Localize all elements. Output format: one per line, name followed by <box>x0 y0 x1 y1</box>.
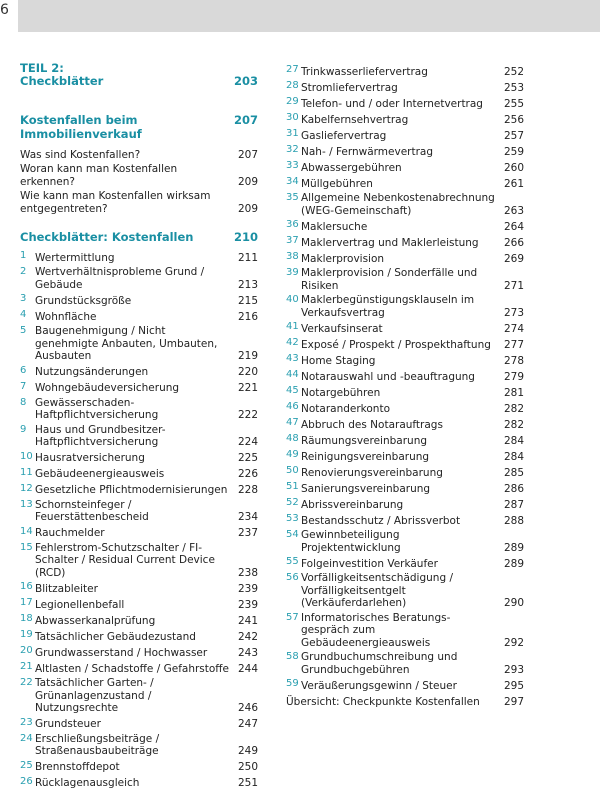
toc-entry[interactable]: Woran kann man Kostenfallen erkennen? 209 <box>20 163 258 188</box>
entry-page: 246 <box>237 702 258 714</box>
entry-page: 219 <box>237 350 258 362</box>
entry-page: 243 <box>237 646 258 659</box>
entry-page: 289 <box>503 541 524 554</box>
toc-entry[interactable] <box>286 62 524 78</box>
toc-entry[interactable] <box>20 449 258 465</box>
toc-entry[interactable] <box>20 758 258 774</box>
entry-title: Exposé / Prospekt / Prospekthaftung <box>301 338 491 351</box>
toc-entry[interactable] <box>20 579 258 595</box>
entry-number: 18 <box>20 613 33 624</box>
entry-page: 239 <box>237 598 258 611</box>
entry-page: 222 <box>237 409 258 421</box>
entry-title: Vorfälligkeitsentschädigung / Vorfälligkeitsentgelt (Verkäuferdarlehen) <box>301 572 453 609</box>
toc-entry[interactable]: Wie kann man Kostenfallen wirksam entgegentreten? 209 <box>20 190 258 215</box>
toc-entry[interactable] <box>20 731 258 758</box>
toc-entry[interactable] <box>20 715 258 731</box>
entry-number: 23 <box>20 716 33 728</box>
entry-title: Verkaufsinserat <box>301 322 383 335</box>
toc-entry[interactable] <box>286 692 524 708</box>
entry-title: Bestandsschutz / Abrissverbot <box>301 514 461 527</box>
entry-title: Gewinnbeteiligung Projektentwicklung <box>301 529 401 554</box>
entry-page: 216 <box>237 310 258 323</box>
entry-title: Brennstoffdepot <box>35 761 120 773</box>
entry-page: 278 <box>503 354 524 367</box>
entry-number: 29 <box>286 96 299 107</box>
entry-title: Notarauswahl und -beauftragung <box>301 370 475 383</box>
toc-entry[interactable] <box>286 292 524 319</box>
entry-title: Tatsächlicher Garten- / Grünanlagenzustand / Nutzungsrechte <box>35 677 154 714</box>
entry-page: 271 <box>503 279 524 292</box>
entry-title: Notaranderkonto <box>301 402 391 415</box>
entry-page: 264 <box>503 220 524 233</box>
toc-entry[interactable] <box>286 447 524 463</box>
entry-title: Gebäudeenergieausweis <box>35 468 165 480</box>
entry-page: 234 <box>237 511 258 523</box>
entry-title: Haus und Grundbesitzer-Haftpflichtversicherung <box>35 423 166 448</box>
entry-title: Blitzableiter <box>35 582 98 595</box>
entry-page: 244 <box>237 662 258 675</box>
entry-title: Gasliefervertrag <box>301 129 387 142</box>
entry-number: 25 <box>20 759 33 771</box>
entry-title: Home Staging <box>301 354 376 367</box>
entry-page: 286 <box>503 482 524 495</box>
entry-number: 58 <box>286 651 299 662</box>
entry-title: Baugenehmigung / Nicht genehmigte Anbauten, Umbauten, Ausbauten <box>35 325 218 362</box>
entry-page: 288 <box>503 514 524 527</box>
entry-number: 6 <box>20 364 27 376</box>
entry-title: Räumungsvereinbarung <box>301 434 428 447</box>
entry-page: 289 <box>503 557 524 570</box>
entry-number: 50 <box>286 465 299 476</box>
entry-number: 17 <box>20 597 33 608</box>
toc-entry[interactable] <box>286 527 524 554</box>
entry-page: 256 <box>503 113 524 126</box>
entry-title: Nah- / Fernwärmevertrag <box>301 145 434 158</box>
entry-title: Gesetzliche Pflichtmodernisierungen <box>35 484 228 496</box>
toc-entry[interactable] <box>286 570 524 610</box>
entry-number: 24 <box>20 732 33 744</box>
entry-title: Abbruch des Notarauftrags <box>301 418 443 431</box>
entry-number: 34 <box>286 176 299 187</box>
toc-entry[interactable] <box>286 142 524 158</box>
entry-number: 57 <box>286 611 299 623</box>
toc-entry[interactable] <box>20 627 258 643</box>
toc-entry[interactable] <box>20 595 258 611</box>
entry-page: 297 <box>503 695 524 708</box>
toc-entry[interactable] <box>20 540 258 580</box>
entry-number: 8 <box>20 396 27 408</box>
entry-page: 221 <box>237 382 258 394</box>
entry-page: 252 <box>503 65 524 78</box>
entry-title: Allgemeine Nebenkostenabrechnung (WEG-Gemeinschaft) <box>301 192 495 217</box>
entry-page: 213 <box>237 278 258 291</box>
entry-title: Altlasten / Schadstoffe / Gefahrstoffe <box>35 662 229 675</box>
entry-number: 27 <box>286 64 299 75</box>
entry-title: Hausratversicherung <box>35 452 145 464</box>
entry-title: Maklerprovision / Sonderfälle und Risiken <box>301 267 478 292</box>
entry-title: Grundwasserstand / Hochwasser <box>35 646 208 659</box>
toc-entry[interactable] <box>286 233 524 249</box>
part-page: 203 <box>233 74 258 88</box>
entry-page: 269 <box>503 252 524 265</box>
entry-title: Maklerprovision <box>301 252 385 265</box>
entry-number: 47 <box>286 417 299 428</box>
entry-page: 287 <box>503 498 524 511</box>
toc-entry[interactable] <box>286 78 524 94</box>
entry-page: 290 <box>503 597 524 609</box>
toc-entry[interactable] <box>286 126 524 142</box>
entry-number: 44 <box>286 369 299 380</box>
toc-entry[interactable] <box>286 249 524 265</box>
toc-entry[interactable] <box>20 291 258 307</box>
entry-number: 16 <box>20 581 33 592</box>
toc-entry[interactable] <box>286 399 524 415</box>
entry-page: 263 <box>503 204 524 217</box>
entry-number: 7 <box>20 380 27 392</box>
entry-number: 32 <box>286 144 299 155</box>
entry-title: Wertverhältnisprobleme Grund / Gebäude <box>35 266 205 291</box>
entry-title: Grundstücksgröße <box>35 294 132 307</box>
entry-page: 247 <box>237 718 258 730</box>
entry-number: 55 <box>286 556 299 567</box>
entry-title: Renovierungsvereinbarung <box>301 466 443 479</box>
entry-title: Fehlerstrom-Schutzschalter / FI-Schalter / Residual Current Device (RCD) <box>35 541 215 579</box>
toc-list-right <box>286 62 524 708</box>
part-heading[interactable] <box>20 62 258 88</box>
entry-page: 282 <box>503 418 524 431</box>
entry-number: 2 <box>20 266 27 277</box>
entry-page: 255 <box>503 97 524 110</box>
entry-number: 42 <box>286 337 299 348</box>
toc-entry[interactable] <box>20 379 258 395</box>
entry-number: 39 <box>286 267 299 278</box>
section-title: Checkblätter: Kostenfallen <box>20 230 194 244</box>
entry-page: 253 <box>503 81 524 94</box>
entry-number: 38 <box>286 251 299 262</box>
toc-entry[interactable] <box>20 307 258 323</box>
entry-number: 31 <box>286 128 299 139</box>
entry-page: 251 <box>237 777 258 789</box>
toc-entry[interactable] <box>20 497 258 524</box>
toc-entry[interactable] <box>286 351 524 367</box>
section-title: Kostenfallen beim Immobilienverkauf <box>20 113 142 141</box>
entry-page: 215 <box>237 294 258 307</box>
entry-title: Telefon- und / oder Internetvertrag <box>301 97 483 110</box>
entry-title: Notargebühren <box>301 386 381 399</box>
entry-number: 43 <box>286 353 299 364</box>
entry-title: Informatorisches Beratungs-gespräch zum Gebäudeenergieausweis <box>301 611 451 649</box>
section-heading-kostenfallen[interactable] <box>20 113 258 141</box>
toc-entry[interactable] <box>286 319 524 335</box>
toc-entry[interactable] <box>286 383 524 399</box>
entry-title: Abrissvereinbarung <box>301 498 404 511</box>
entry-number: 28 <box>286 80 299 91</box>
entry-page: 237 <box>237 527 258 539</box>
entry-title: Müllgebühren <box>301 177 373 190</box>
entry-title: Sanierungsvereinbarung <box>301 482 431 495</box>
entry-number: 35 <box>286 192 299 203</box>
toc-entry[interactable] <box>286 110 524 126</box>
entry-page: 239 <box>237 582 258 595</box>
entry-number: 53 <box>286 513 299 524</box>
entry-title: Maklerbegünstigungsklauseln im Verkaufsvertrag <box>301 294 475 319</box>
entry-page: 250 <box>237 761 258 773</box>
entry-page: 295 <box>503 679 524 692</box>
entry-number: 26 <box>20 775 33 787</box>
entry-title: Folgeinvestition Verkäufer <box>301 557 438 570</box>
entry-number: 54 <box>286 529 299 540</box>
toc-entry[interactable] <box>286 676 524 692</box>
entry-number: 59 <box>286 678 299 689</box>
toc-entry[interactable] <box>20 675 258 715</box>
toc-entry[interactable] <box>20 422 258 449</box>
entry-title: Legionellenbefall <box>35 598 125 611</box>
entry-title: Grundbuchumschreibung und Grundbuchgebühren <box>301 651 458 676</box>
toc-entry[interactable] <box>20 363 258 379</box>
entry-number: 19 <box>20 629 33 640</box>
entry-number: 5 <box>20 325 27 336</box>
entry-title: Kabelfernsehvertrag <box>301 113 409 126</box>
entry-page: 257 <box>503 129 524 142</box>
toc-entry[interactable] <box>286 610 524 650</box>
entry-title: Tatsächlicher Gebäudezustand <box>35 630 196 643</box>
entry-title: Wohnfläche <box>35 310 97 323</box>
toc-entry[interactable] <box>286 495 524 511</box>
entry-title: Abwassergebühren <box>301 161 402 174</box>
section-page: 210 <box>233 230 258 244</box>
toc-entry[interactable]: Was sind Kostenfallen? 207 <box>20 148 258 161</box>
toc-entry[interactable] <box>286 174 524 190</box>
toc-entry[interactable] <box>286 94 524 110</box>
entry-title: Reinigungsvereinbarung <box>301 450 430 463</box>
toc-entry[interactable] <box>20 659 258 675</box>
toc-entry[interactable] <box>286 158 524 174</box>
entry-number: 33 <box>286 160 299 171</box>
toc-entry[interactable] <box>20 248 258 264</box>
entry-number: 10 <box>20 450 33 462</box>
toc-entry[interactable] <box>286 511 524 527</box>
section-page: 207 <box>233 113 258 127</box>
entry-number: 12 <box>20 482 33 494</box>
entry-title: Übersicht: Checkpunkte Kostenfallen <box>286 695 480 708</box>
entry-page: 259 <box>503 145 524 158</box>
entry-number: 45 <box>286 385 299 396</box>
entry-number: 4 <box>20 309 27 320</box>
toc-entry[interactable] <box>286 415 524 431</box>
entry-number: 41 <box>286 321 299 332</box>
page-number: 6 <box>0 2 9 18</box>
entry-title: Gewässerschaden-Haftpflichtversicherung <box>35 396 159 421</box>
entry-page: 282 <box>503 402 524 415</box>
entry-page: 266 <box>503 236 524 249</box>
toc-entry[interactable] <box>286 335 524 351</box>
entry-page: 277 <box>503 338 524 351</box>
toc-entry[interactable] <box>20 611 258 627</box>
toc-entry[interactable] <box>20 395 258 422</box>
entry-title: Wertermittlung <box>35 251 115 264</box>
entry-title: Rücklagenausgleich <box>35 777 140 789</box>
entry-number: 49 <box>286 449 299 460</box>
toc-entry[interactable] <box>20 524 258 540</box>
entry-page: 274 <box>503 322 524 335</box>
entry-page: 224 <box>237 436 258 448</box>
entry-number: 30 <box>286 112 299 123</box>
entry-number: 52 <box>286 497 299 508</box>
entry-title: Stromliefervertrag <box>301 81 398 94</box>
entry-page: 211 <box>237 251 258 264</box>
entry-page: 249 <box>237 745 258 757</box>
entry-number: 21 <box>20 661 33 672</box>
entry-number: 37 <box>286 235 299 246</box>
entry-number: 48 <box>286 433 299 444</box>
section-heading-checkblaetter[interactable] <box>20 230 258 244</box>
entry-page: 220 <box>237 366 258 378</box>
entry-number: 11 <box>20 466 33 478</box>
toc-column-left <box>20 62 258 790</box>
entry-page: 261 <box>503 177 524 190</box>
toc-entry[interactable] <box>286 554 524 570</box>
toc-entry[interactable] <box>286 265 524 292</box>
toc-entry[interactable] <box>286 463 524 479</box>
section1-items <box>20 145 258 215</box>
entry-title: Wohngebäudeversicherung <box>35 382 180 394</box>
part-title: Checkblätter <box>20 74 104 88</box>
toc-entry[interactable] <box>286 190 524 217</box>
toc-list-left <box>20 248 258 790</box>
entry-number: 22 <box>20 677 33 688</box>
toc-entry[interactable] <box>286 431 524 447</box>
toc-entry[interactable] <box>20 774 258 790</box>
entry-number: 9 <box>20 423 27 435</box>
entry-title: Veräußerungsgewinn / Steuer <box>301 679 457 692</box>
entry-title: Rauchmelder <box>35 527 105 539</box>
entry-page: 293 <box>503 663 524 676</box>
entry-page: 242 <box>237 630 258 643</box>
entry-page: 285 <box>503 466 524 479</box>
entry-page: 281 <box>503 386 524 399</box>
entry-title: Schornsteinfeger / Feuerstättenbescheid <box>35 498 149 523</box>
toc-entry[interactable] <box>20 465 258 481</box>
toc-entry[interactable] <box>20 323 258 363</box>
toc-entry[interactable] <box>20 643 258 659</box>
entry-title: Grundsteuer <box>35 718 101 730</box>
entry-number: 20 <box>20 645 33 656</box>
entry-number: 56 <box>286 572 299 583</box>
entry-page: 273 <box>503 306 524 319</box>
header-bar <box>18 0 600 32</box>
entry-title: Nutzungsänderungen <box>35 366 149 378</box>
toc-entry[interactable] <box>286 649 524 676</box>
entry-page: 292 <box>503 636 524 649</box>
entry-number: 13 <box>20 498 33 510</box>
entry-page: 238 <box>237 566 258 579</box>
entry-number: 46 <box>286 401 299 412</box>
toc-entry[interactable] <box>286 479 524 495</box>
entry-title: Maklersuche <box>301 220 368 233</box>
toc-entry[interactable] <box>286 367 524 383</box>
entry-page: 284 <box>503 434 524 447</box>
entry-page: 241 <box>237 614 258 627</box>
entry-number: 51 <box>286 481 299 492</box>
part-label: TEIL 2: <box>20 61 64 75</box>
entry-title: Abwasserkanalprüfung <box>35 614 156 627</box>
toc-entry[interactable] <box>286 217 524 233</box>
entry-number: 14 <box>20 525 33 537</box>
entry-page: 226 <box>237 468 258 480</box>
entry-number: 15 <box>20 541 33 553</box>
entry-number: 36 <box>286 219 299 230</box>
entry-page: 284 <box>503 450 524 463</box>
entry-number: 3 <box>20 293 27 304</box>
entry-page: 225 <box>237 452 258 464</box>
entry-title: Maklervertrag und Maklerleistung <box>301 236 479 249</box>
toc-entry[interactable] <box>20 264 258 291</box>
entry-title: Erschließungsbeiträge / Straßenausbaubeiträge <box>35 732 160 757</box>
toc-column-right <box>286 62 524 708</box>
entry-page: 279 <box>503 370 524 383</box>
entry-page: 228 <box>237 484 258 496</box>
entry-page: 260 <box>503 161 524 174</box>
toc-entry[interactable] <box>20 481 258 497</box>
entry-number: 40 <box>286 294 299 305</box>
entry-number: 1 <box>20 250 27 261</box>
entry-title: Trinkwasserliefervertrag <box>301 65 428 78</box>
